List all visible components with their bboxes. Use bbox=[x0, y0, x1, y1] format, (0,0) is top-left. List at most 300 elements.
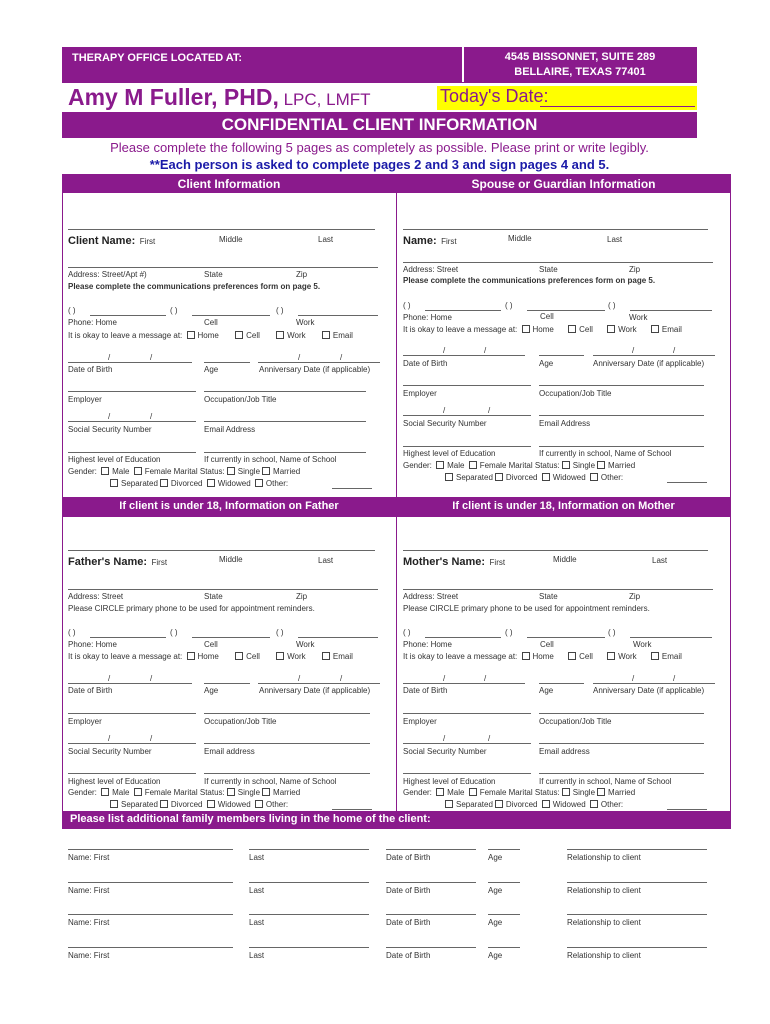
father-employer-line[interactable] bbox=[68, 713, 196, 714]
client-email-label: Email Address bbox=[204, 425, 256, 434]
mother-other-line[interactable] bbox=[667, 809, 707, 810]
mother-widowed-label: Widowed bbox=[552, 800, 586, 809]
mother-dob-line[interactable] bbox=[403, 683, 525, 684]
mother-age-line[interactable] bbox=[539, 683, 584, 684]
spouse-ssn-label: Social Security Number bbox=[403, 419, 487, 428]
mother-anniv-line[interactable] bbox=[593, 683, 715, 684]
client-other-label: Other: bbox=[265, 479, 289, 488]
family-4-relationship-label: Relationship to client bbox=[567, 951, 641, 960]
client-cell-label: Cell bbox=[204, 318, 218, 327]
spouse-employer-line[interactable] bbox=[403, 385, 531, 386]
mother-ssn-label: Social Security Number bbox=[403, 747, 487, 756]
mother-email-label: Email address bbox=[539, 747, 590, 756]
spouse-occupation-label: Occupation/Job Title bbox=[539, 389, 612, 398]
client-msg-work-checkbox[interactable] bbox=[276, 331, 284, 339]
mother-other-label: Other: bbox=[600, 800, 624, 809]
mother-divorced-label: Divorced bbox=[505, 800, 538, 809]
client-first-label: First bbox=[139, 237, 156, 246]
father-dob-line[interactable] bbox=[68, 683, 192, 684]
mother-gender-row bbox=[403, 788, 635, 798]
spouse-divorced-checkbox[interactable] bbox=[495, 473, 503, 481]
client-msg-home-checkbox[interactable] bbox=[187, 331, 195, 339]
father-employer-label: Employer bbox=[68, 717, 102, 726]
mother-phone-work-line[interactable] bbox=[630, 637, 712, 638]
client-phone-home-label: Phone: Home bbox=[68, 318, 117, 327]
mother-name-title: Mother's Name: bbox=[403, 556, 486, 568]
mother-msg-cell-checkbox[interactable] bbox=[568, 652, 576, 660]
family-1-age-label: Age bbox=[488, 853, 503, 862]
mother-male-checkbox[interactable] bbox=[436, 788, 444, 796]
client-message-label: It is okay to leave a message at: bbox=[68, 331, 183, 340]
client-single-label: Single bbox=[237, 467, 261, 476]
father-phone-home-line[interactable] bbox=[90, 637, 166, 638]
father-msg-work-label: Work bbox=[287, 652, 306, 661]
client-name-label bbox=[68, 231, 155, 249]
spouse-cell-label: Cell bbox=[540, 312, 554, 321]
mother-message-label: It is okay to leave a message at: bbox=[403, 652, 518, 661]
mother-dob-label: Date of Birth bbox=[403, 686, 448, 695]
spouse-other-line[interactable] bbox=[667, 482, 707, 483]
spouse-phone-cell-line[interactable] bbox=[527, 310, 605, 311]
father-other-line[interactable] bbox=[332, 809, 372, 810]
client-msg-email-checkbox[interactable] bbox=[322, 331, 330, 339]
father-name-label bbox=[68, 552, 167, 570]
instruction: Please complete the following 5 pages as completely as possible. Please print or write legibly. bbox=[110, 140, 649, 155]
mother-divorced-checkbox[interactable] bbox=[495, 800, 503, 808]
family-3-dob-line[interactable] bbox=[386, 914, 476, 915]
client-age-label: Age bbox=[204, 365, 219, 374]
client-msg-email-label: Email bbox=[332, 331, 353, 340]
father-dob-slash-2: / bbox=[150, 674, 153, 683]
father-phone-paren-2: ( ) bbox=[170, 628, 178, 637]
spouse-phone-paren-3: ( ) bbox=[608, 301, 616, 310]
spouse-dob-line[interactable] bbox=[403, 355, 525, 356]
father-ssn-slash-1: / bbox=[108, 734, 111, 743]
mother-occupation-line[interactable] bbox=[539, 713, 704, 714]
family-3-relationship-line[interactable] bbox=[567, 914, 707, 915]
mother-msg-home-checkbox[interactable] bbox=[522, 652, 530, 660]
mother-ssn-slash-1: / bbox=[443, 734, 446, 743]
spouse-other-checkbox[interactable] bbox=[590, 473, 598, 481]
father-occupation-line[interactable] bbox=[204, 713, 370, 714]
client-msg-cell-label: Cell bbox=[246, 331, 260, 340]
client-male-label: Male bbox=[112, 467, 130, 476]
father-phone-paren-3: ( ) bbox=[276, 628, 284, 637]
mother-anniv-slash-1: / bbox=[632, 674, 635, 683]
father-msg-cell-checkbox[interactable] bbox=[235, 652, 243, 660]
client-phone-work-line[interactable] bbox=[298, 315, 378, 316]
spouse-work-label: Work bbox=[629, 313, 648, 322]
father-phone-cell-line[interactable] bbox=[192, 637, 270, 638]
client-other-line[interactable] bbox=[332, 488, 372, 489]
family-2-last-name-label: Last bbox=[249, 886, 265, 895]
spouse-phone-home-line[interactable] bbox=[425, 310, 501, 311]
client-ssn-slash-1: / bbox=[108, 412, 111, 421]
father-widowed-checkbox[interactable] bbox=[207, 800, 215, 808]
family-3-last-name-line[interactable] bbox=[249, 914, 369, 915]
spouse-occupation-line[interactable] bbox=[539, 385, 704, 386]
client-info-title: Client Information bbox=[177, 177, 281, 191]
client-msg-cell-checkbox[interactable] bbox=[235, 331, 243, 339]
client-email-line[interactable] bbox=[204, 421, 366, 422]
client-state-label: State bbox=[204, 270, 223, 279]
client-phone-paren-1: ( ) bbox=[68, 306, 76, 315]
mother-male-label: Male bbox=[447, 788, 465, 797]
spouse-marital-label: Marital Status: bbox=[508, 461, 560, 470]
spouse-address-line[interactable] bbox=[403, 262, 713, 263]
father-anniv-slash-2: / bbox=[340, 674, 343, 683]
spouse-zip-label: Zip bbox=[629, 265, 641, 274]
mother-dob-slash-2: / bbox=[484, 674, 487, 683]
spouse-state-label: State bbox=[539, 265, 558, 274]
client-education-label: Highest level of Education bbox=[68, 455, 161, 464]
client-school-line[interactable] bbox=[204, 452, 366, 453]
spouse-widowed-checkbox[interactable] bbox=[542, 473, 550, 481]
mother-ssn-line[interactable] bbox=[403, 743, 531, 744]
spouse-single-label: Single bbox=[572, 461, 596, 470]
spouse-last-label: Last bbox=[607, 235, 623, 244]
mother-address-label: Address: Street bbox=[403, 592, 459, 601]
spouse-phone-paren-1: ( ) bbox=[403, 301, 411, 310]
father-education-line[interactable] bbox=[68, 773, 196, 774]
client-anniv-slash-1: / bbox=[298, 353, 301, 362]
father-other-label: Other: bbox=[265, 800, 289, 809]
father-address-line[interactable] bbox=[68, 589, 378, 590]
family-2-relationship-line[interactable] bbox=[567, 882, 707, 883]
father-message-row bbox=[68, 652, 353, 662]
client-name-line[interactable] bbox=[68, 229, 375, 230]
spouse-school-line[interactable] bbox=[539, 446, 704, 447]
mother-info-title: If client is under 18, Information on Mother bbox=[452, 500, 675, 512]
client-anniv-label: Anniversary Date (if applicable) bbox=[259, 365, 371, 374]
father-msg-email-label: Email bbox=[332, 652, 353, 661]
client-address-line[interactable] bbox=[68, 267, 378, 268]
mother-phone-paren-3: ( ) bbox=[608, 628, 616, 637]
mother-last-label: Last bbox=[652, 556, 668, 565]
mother-school-line[interactable] bbox=[539, 773, 704, 774]
family-1-last-name-label: Last bbox=[249, 853, 265, 862]
family-3-first-name-line[interactable] bbox=[68, 914, 233, 915]
father-other-checkbox[interactable] bbox=[255, 800, 263, 808]
family-1-first-name-label: Name: First bbox=[68, 853, 110, 862]
father-gender-label: Gender: bbox=[68, 788, 97, 797]
mother-female-label: Female bbox=[479, 788, 507, 797]
client-widowed-checkbox[interactable] bbox=[207, 479, 215, 487]
father-email-line[interactable] bbox=[204, 743, 370, 744]
client-phone-paren-2: ( ) bbox=[170, 306, 178, 315]
spouse-phone-home-label: Phone: Home bbox=[403, 313, 452, 322]
mother-marital-row-2 bbox=[443, 800, 623, 810]
client-gender-row bbox=[68, 467, 300, 477]
spouse-female-checkbox[interactable] bbox=[469, 461, 477, 469]
father-age-label: Age bbox=[204, 686, 219, 695]
office-address-2: BELLAIRE, TEXAS 77401 bbox=[514, 66, 646, 78]
mother-single-checkbox[interactable] bbox=[562, 788, 570, 796]
client-ssn-label: Social Security Number bbox=[68, 425, 152, 434]
father-last-label: Last bbox=[318, 556, 334, 565]
mother-employer-line[interactable] bbox=[403, 713, 531, 714]
family-2-dob-line[interactable] bbox=[386, 882, 476, 883]
mother-dob-slash-1: / bbox=[443, 674, 446, 683]
father-school-label: If currently in school, Name of School bbox=[204, 777, 337, 786]
family-4-first-name-line[interactable] bbox=[68, 947, 233, 948]
father-married-label: Married bbox=[273, 788, 301, 797]
spouse-dob-slash-1: / bbox=[443, 346, 446, 355]
family-2-age-label: Age bbox=[488, 886, 503, 895]
father-ssn-line[interactable] bbox=[68, 743, 196, 744]
spouse-msg-email-checkbox[interactable] bbox=[651, 325, 659, 333]
client-female-checkbox[interactable] bbox=[134, 467, 142, 475]
father-divorced-checkbox[interactable] bbox=[160, 800, 168, 808]
mother-state-label: State bbox=[539, 592, 558, 601]
family-4-relationship-line[interactable] bbox=[567, 947, 707, 948]
father-separated-label: Separated bbox=[121, 800, 158, 809]
father-cell-label: Cell bbox=[204, 640, 218, 649]
client-education-line[interactable] bbox=[68, 452, 196, 453]
mother-email-line[interactable] bbox=[539, 743, 704, 744]
spouse-ssn-slash-2: / bbox=[488, 406, 491, 415]
mother-middle-label: Middle bbox=[553, 555, 577, 564]
mother-msg-email-label: Email bbox=[661, 652, 682, 661]
todays-date-label: Today's Date: bbox=[440, 86, 549, 106]
family-2-relationship-label: Relationship to client bbox=[567, 886, 641, 895]
family-4-age-label: Age bbox=[488, 951, 503, 960]
spouse-employer-label: Employer bbox=[403, 389, 437, 398]
father-work-label: Work bbox=[296, 640, 315, 649]
spouse-address-label: Address: Street bbox=[403, 265, 459, 274]
spouse-name-label bbox=[403, 231, 457, 249]
father-single-checkbox[interactable] bbox=[227, 788, 235, 796]
father-circle-phone: Please CIRCLE primary phone to be used for appointment reminders. bbox=[68, 604, 315, 613]
father-msg-home-label: Home bbox=[197, 652, 219, 661]
client-married-checkbox[interactable] bbox=[262, 467, 270, 475]
office-address-1: 4545 BISSONNET, SUITE 289 bbox=[504, 51, 656, 63]
family-3-age-line[interactable] bbox=[488, 914, 520, 915]
spouse-phone-work-line[interactable] bbox=[630, 310, 712, 311]
father-msg-email-checkbox[interactable] bbox=[322, 652, 330, 660]
mother-phone-paren-2: ( ) bbox=[505, 628, 513, 637]
mother-separated-checkbox[interactable] bbox=[445, 800, 453, 808]
family-3-age-label: Age bbox=[488, 918, 503, 927]
mother-marital-label: Marital Status: bbox=[508, 788, 560, 797]
family-4-last-name-label: Last bbox=[249, 951, 265, 960]
mother-circle-phone: Please CIRCLE primary phone to be used for appointment reminders. bbox=[403, 604, 650, 613]
spouse-male-checkbox[interactable] bbox=[436, 461, 444, 469]
mother-message-row bbox=[403, 652, 682, 662]
father-female-checkbox[interactable] bbox=[134, 788, 142, 796]
client-message-row bbox=[68, 331, 353, 341]
father-name-line[interactable] bbox=[68, 550, 375, 551]
client-ssn-slash-2: / bbox=[150, 412, 153, 421]
spouse-msg-work-checkbox[interactable] bbox=[607, 325, 615, 333]
client-employer-line[interactable] bbox=[68, 391, 196, 392]
client-dob-label: Date of Birth bbox=[68, 365, 113, 374]
father-marital-row-2 bbox=[108, 800, 288, 810]
header-divider bbox=[462, 47, 464, 82]
father-ssn-slash-2: / bbox=[150, 734, 153, 743]
spouse-message-label: It is okay to leave a message at: bbox=[403, 325, 518, 334]
spouse-msg-home-checkbox[interactable] bbox=[522, 325, 530, 333]
family-2-age-line[interactable] bbox=[488, 882, 520, 883]
spouse-anniv-slash-1: / bbox=[632, 346, 635, 355]
spouse-comm-pref: Please complete the communications preferences form on page 5. bbox=[403, 276, 656, 285]
family-4-dob-line[interactable] bbox=[386, 947, 476, 948]
mother-school-label: If currently in school, Name of School bbox=[539, 777, 672, 786]
family-1-relationship-line[interactable] bbox=[567, 849, 707, 850]
father-phone-work-line[interactable] bbox=[298, 637, 378, 638]
father-message-label: It is okay to leave a message at: bbox=[68, 652, 183, 661]
spouse-anniv-label: Anniversary Date (if applicable) bbox=[593, 359, 705, 368]
spouse-anniv-slash-2: / bbox=[673, 346, 676, 355]
mother-ssn-slash-2: / bbox=[488, 734, 491, 743]
client-divorced-checkbox[interactable] bbox=[160, 479, 168, 487]
father-msg-work-checkbox[interactable] bbox=[276, 652, 284, 660]
family-1-dob-line[interactable] bbox=[386, 849, 476, 850]
father-marital-label: Marital Status: bbox=[173, 788, 225, 797]
mother-cell-label: Cell bbox=[540, 640, 554, 649]
family-2-first-name-line[interactable] bbox=[68, 882, 233, 883]
spouse-school-label: If currently in school, Name of School bbox=[539, 449, 672, 458]
father-widowed-label: Widowed bbox=[217, 800, 251, 809]
spouse-msg-cell-checkbox[interactable] bbox=[568, 325, 576, 333]
mother-first-label: First bbox=[489, 558, 506, 567]
spouse-separated-checkbox[interactable] bbox=[445, 473, 453, 481]
therapist-name bbox=[68, 84, 371, 111]
spouse-widowed-label: Widowed bbox=[552, 473, 586, 482]
spouse-education-label: Highest level of Education bbox=[403, 449, 496, 458]
father-married-checkbox[interactable] bbox=[262, 788, 270, 796]
therapist-name-main: Amy M Fuller, PHD, bbox=[68, 84, 279, 110]
father-male-checkbox[interactable] bbox=[101, 788, 109, 796]
client-occupation-label: Occupation/Job Title bbox=[204, 395, 277, 404]
mother-msg-work-checkbox[interactable] bbox=[607, 652, 615, 660]
client-phone-paren-3: ( ) bbox=[276, 306, 284, 315]
father-education-label: Highest level of Education bbox=[68, 777, 161, 786]
client-employer-label: Employer bbox=[68, 395, 102, 404]
spouse-dob-slash-2: / bbox=[484, 346, 487, 355]
mother-msg-email-checkbox[interactable] bbox=[651, 652, 659, 660]
spouse-gender-row bbox=[403, 461, 635, 471]
spouse-single-checkbox[interactable] bbox=[562, 461, 570, 469]
spouse-msg-cell-label: Cell bbox=[579, 325, 593, 334]
client-address-label: Address: Street/Apt #) bbox=[68, 270, 147, 279]
family-4-age-line[interactable] bbox=[488, 947, 520, 948]
mother-address-line[interactable] bbox=[403, 589, 713, 590]
family-1-age-line[interactable] bbox=[488, 849, 520, 850]
spouse-email-line[interactable] bbox=[539, 415, 704, 416]
father-separated-checkbox[interactable] bbox=[110, 800, 118, 808]
spouse-education-line[interactable] bbox=[403, 446, 531, 447]
spouse-age-line[interactable] bbox=[539, 355, 584, 356]
family-1-last-name-line[interactable] bbox=[249, 849, 369, 850]
mother-employer-label: Employer bbox=[403, 717, 437, 726]
client-dob-slash-1: / bbox=[108, 353, 111, 362]
mother-widowed-checkbox[interactable] bbox=[542, 800, 550, 808]
client-single-checkbox[interactable] bbox=[227, 467, 235, 475]
father-phone-home-label: Phone: Home bbox=[68, 640, 117, 649]
client-anniv-slash-2: / bbox=[340, 353, 343, 362]
client-phone-cell-line[interactable] bbox=[192, 315, 270, 316]
family-1-relationship-label: Relationship to client bbox=[567, 853, 641, 862]
mother-other-checkbox[interactable] bbox=[590, 800, 598, 808]
mother-occupation-label: Occupation/Job Title bbox=[539, 717, 612, 726]
spouse-phone-paren-2: ( ) bbox=[505, 301, 513, 310]
mother-msg-home-label: Home bbox=[532, 652, 554, 661]
spouse-message-row bbox=[403, 325, 682, 335]
mother-msg-cell-label: Cell bbox=[579, 652, 593, 661]
family-4-last-name-line[interactable] bbox=[249, 947, 369, 948]
mother-anniv-slash-2: / bbox=[673, 674, 676, 683]
spouse-name-title: Name: bbox=[403, 235, 437, 247]
client-ssn-line[interactable] bbox=[68, 421, 196, 422]
father-middle-label: Middle bbox=[219, 555, 243, 564]
spouse-msg-email-label: Email bbox=[661, 325, 682, 334]
client-anniv-line[interactable] bbox=[258, 362, 380, 363]
mother-name-line[interactable] bbox=[403, 550, 708, 551]
spouse-middle-label: Middle bbox=[508, 234, 532, 243]
family-4-first-name-label: Name: First bbox=[68, 951, 110, 960]
client-separated-checkbox[interactable] bbox=[110, 479, 118, 487]
father-female-label: Female bbox=[144, 788, 172, 797]
client-other-checkbox[interactable] bbox=[255, 479, 263, 487]
client-divorced-label: Divorced bbox=[170, 479, 203, 488]
spouse-other-label: Other: bbox=[600, 473, 624, 482]
client-occupation-line[interactable] bbox=[204, 391, 366, 392]
family-2-last-name-line[interactable] bbox=[249, 882, 369, 883]
client-married-label: Married bbox=[273, 467, 301, 476]
client-female-label: Female bbox=[144, 467, 172, 476]
mother-female-checkbox[interactable] bbox=[469, 788, 477, 796]
mother-single-label: Single bbox=[572, 788, 596, 797]
spouse-gender-label: Gender: bbox=[403, 461, 432, 470]
mother-work-label: Work bbox=[633, 640, 652, 649]
family-3-relationship-label: Relationship to client bbox=[567, 918, 641, 927]
client-last-label: Last bbox=[318, 235, 334, 244]
mother-education-line[interactable] bbox=[403, 773, 531, 774]
father-msg-home-checkbox[interactable] bbox=[187, 652, 195, 660]
mother-phone-home-line[interactable] bbox=[425, 637, 501, 638]
father-name-title: Father's Name: bbox=[68, 556, 148, 568]
client-gender-label: Gender: bbox=[68, 467, 97, 476]
father-ssn-label: Social Security Number bbox=[68, 747, 152, 756]
spouse-anniv-line[interactable] bbox=[593, 355, 715, 356]
client-dob-line[interactable] bbox=[68, 362, 192, 363]
father-age-line[interactable] bbox=[204, 683, 250, 684]
spouse-name-line[interactable] bbox=[403, 229, 708, 230]
mother-married-checkbox[interactable] bbox=[597, 788, 605, 796]
client-msg-home-label: Home bbox=[197, 331, 219, 340]
father-anniv-line[interactable] bbox=[258, 683, 380, 684]
father-anniv-slash-1: / bbox=[298, 674, 301, 683]
spouse-msg-home-label: Home bbox=[532, 325, 554, 334]
spouse-marital-row-2 bbox=[443, 473, 623, 483]
spouse-ssn-line[interactable] bbox=[403, 415, 531, 416]
client-work-label: Work bbox=[296, 318, 315, 327]
client-phone-home-line[interactable] bbox=[90, 315, 166, 316]
mother-phone-cell-line[interactable] bbox=[527, 637, 605, 638]
spouse-msg-work-label: Work bbox=[618, 325, 637, 334]
client-name-title: Client Name: bbox=[68, 235, 136, 247]
client-age-line[interactable] bbox=[204, 362, 250, 363]
father-school-line[interactable] bbox=[204, 773, 370, 774]
spouse-married-checkbox[interactable] bbox=[597, 461, 605, 469]
mother-gender-label: Gender: bbox=[403, 788, 432, 797]
client-male-checkbox[interactable] bbox=[101, 467, 109, 475]
family-1-first-name-line[interactable] bbox=[68, 849, 233, 850]
spouse-email-label: Email Address bbox=[539, 419, 591, 428]
family-3-last-name-label: Last bbox=[249, 918, 265, 927]
therapist-creds: LPC, LMFT bbox=[278, 90, 371, 109]
